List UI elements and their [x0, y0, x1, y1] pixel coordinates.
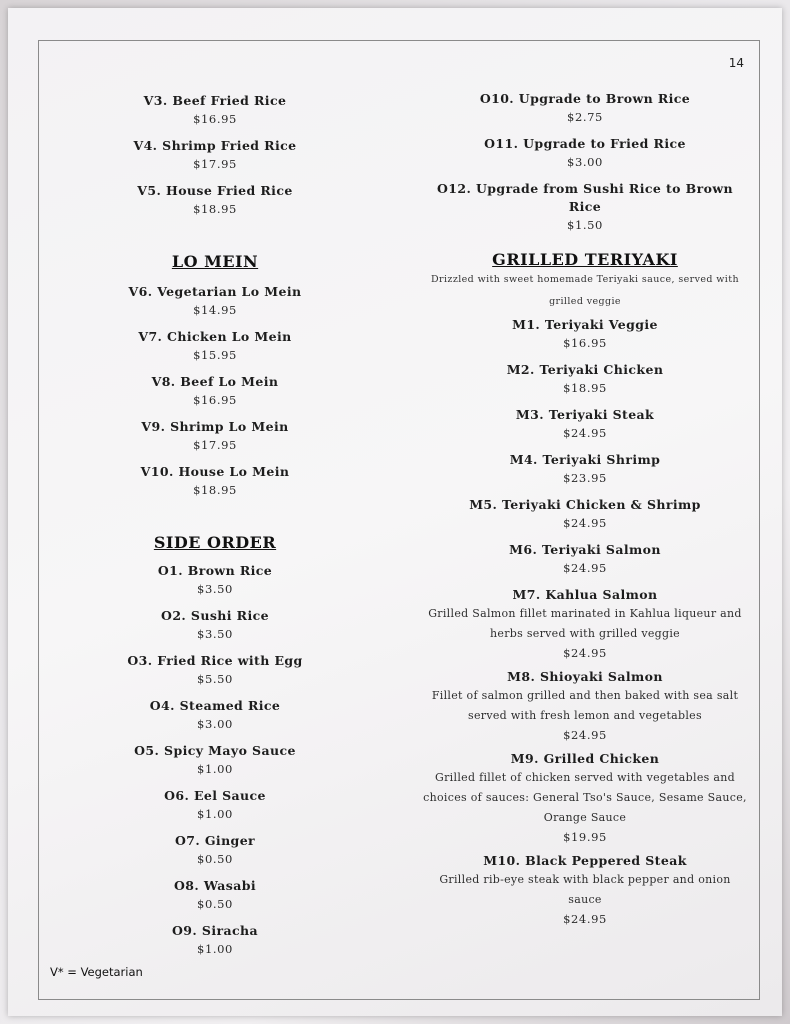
item-name: O7. Ginger — [174, 833, 256, 848]
item-price: $1.00 — [197, 762, 233, 776]
item-name: M4. Teriyaki Shrimp — [509, 452, 661, 467]
item-name: V7. Chicken Lo Mein — [138, 329, 292, 344]
item-price: $3.00 — [197, 717, 233, 731]
side-order-section — [110, 533, 320, 958]
item-price: $16.95 — [193, 112, 237, 126]
item-name: O8. Wasabi — [174, 878, 256, 893]
section-heading: GRILLED TERIYAKI — [492, 250, 678, 269]
left-column — [110, 92, 320, 218]
menu-item — [420, 316, 750, 352]
menu-item — [420, 406, 750, 442]
item-description: Grilled rib-eye steak with black pepper and onion — [439, 873, 731, 886]
item-name: M5. Teriyaki Chicken & Shrimp — [469, 497, 701, 512]
menu-item — [110, 328, 320, 364]
item-price: $16.95 — [193, 393, 237, 407]
menu-item — [420, 180, 750, 234]
menu-item — [420, 541, 750, 577]
item-description: Grilled fillet of chicken served with vegetables and — [435, 771, 735, 784]
menu-item — [110, 787, 320, 823]
item-price: $16.95 — [563, 336, 607, 350]
item-name: M7. Kahlua Salmon — [512, 587, 658, 602]
grilled-teriyaki-section — [420, 250, 750, 928]
menu-item — [420, 90, 750, 126]
item-name: M8. Shioyaki Salmon — [507, 669, 663, 684]
item-price: $3.50 — [197, 627, 233, 641]
item-name: V4. Shrimp Fried Rice — [133, 138, 297, 153]
item-name: M2. Teriyaki Chicken — [506, 362, 664, 377]
item-name: O3. Fried Rice with Egg — [127, 653, 303, 668]
item-price: $14.95 — [193, 303, 237, 317]
menu-item — [110, 877, 320, 913]
menu-item — [110, 373, 320, 409]
item-name: O6. Eel Sauce — [164, 788, 266, 803]
item-name: O2. Sushi Rice — [161, 608, 269, 623]
item-price: $18.95 — [193, 202, 237, 216]
item-name: M9. Grilled Chicken — [510, 751, 660, 766]
item-price: $0.50 — [197, 897, 233, 911]
item-name: O12. Upgrade from Sushi Rice to Brown Rice — [437, 181, 733, 214]
menu-item — [110, 922, 320, 958]
item-name: M3. Teriyaki Steak — [515, 407, 655, 422]
menu-item-shioyaki-salmon — [420, 668, 750, 744]
item-price: $17.95 — [193, 157, 237, 171]
item-price: $15.95 — [193, 348, 237, 362]
item-description: sauce — [568, 893, 602, 906]
item-description: choices of sauces: General Tso's Sauce, Sesame Sauce, — [423, 791, 747, 804]
item-price: $24.95 — [563, 426, 607, 440]
section-heading: SIDE ORDER — [153, 533, 277, 552]
menu-item — [110, 182, 320, 218]
item-price: $3.50 — [197, 582, 233, 596]
menu-item-kahlua-salmon — [420, 586, 750, 662]
item-name: O9. Siracha — [172, 923, 258, 938]
menu-item — [110, 562, 320, 598]
right-column — [420, 90, 750, 234]
item-name: O11. Upgrade to Fried Rice — [484, 136, 686, 151]
item-description: Grilled Salmon fillet marinated in Kahlua liqueur and — [428, 607, 742, 620]
item-price: $24.95 — [563, 646, 607, 660]
item-name: V10. House Lo Mein — [140, 464, 290, 479]
item-name: V6. Vegetarian Lo Mein — [128, 284, 302, 299]
lo-mein-section — [110, 252, 320, 499]
section-note: grilled veggie — [549, 296, 621, 307]
item-name: V3. Beef Fried Rice — [143, 93, 287, 108]
item-price: $24.95 — [563, 728, 607, 742]
item-price: $1.00 — [197, 807, 233, 821]
menu-item — [110, 742, 320, 778]
menu-item — [110, 137, 320, 173]
item-name: O10. Upgrade to Brown Rice — [479, 91, 691, 106]
item-name: O5. Spicy Mayo Sauce — [134, 743, 296, 758]
menu-item — [110, 92, 320, 128]
item-name: O4. Steamed Rice — [149, 698, 281, 713]
section-heading: LO MEIN — [171, 252, 259, 271]
item-price: $24.95 — [563, 516, 607, 530]
item-name: M10. Black Peppered Steak — [483, 853, 687, 868]
item-price: $1.00 — [197, 942, 233, 956]
item-name: V9. Shrimp Lo Mein — [141, 419, 289, 434]
item-price: $0.50 — [197, 852, 233, 866]
item-price: $3.00 — [567, 155, 603, 169]
item-name: O1. Brown Rice — [157, 563, 273, 578]
menu-item — [110, 463, 320, 499]
item-price: $24.95 — [563, 561, 607, 575]
item-price: $1.50 — [567, 218, 603, 232]
item-name: V8. Beef Lo Mein — [151, 374, 279, 389]
item-description: Fillet of salmon grilled and then baked with sea salt — [431, 689, 739, 702]
item-price: $18.95 — [563, 381, 607, 395]
item-price: $24.95 — [563, 912, 607, 926]
item-price: $19.95 — [563, 830, 607, 844]
item-description: served with fresh lemon and vegetables — [468, 709, 702, 722]
menu-item — [420, 135, 750, 171]
menu-item — [420, 496, 750, 532]
section-note: Drizzled with sweet homemade Teriyaki sauce, served with — [431, 274, 739, 285]
menu-item — [110, 652, 320, 688]
item-description: herbs served with grilled veggie — [490, 627, 680, 640]
menu-item — [420, 451, 750, 487]
menu-item — [110, 832, 320, 868]
menu-item — [110, 607, 320, 643]
item-name: M1. Teriyaki Veggie — [512, 317, 658, 332]
item-name: M6. Teriyaki Salmon — [509, 542, 661, 557]
item-price: $17.95 — [193, 438, 237, 452]
item-price: $5.50 — [197, 672, 233, 686]
menu-item — [110, 697, 320, 733]
item-description: Orange Sauce — [543, 811, 627, 824]
item-name: V5. House Fried Rice — [137, 183, 293, 198]
page-number: 14 — [728, 56, 744, 70]
item-price: $23.95 — [563, 471, 607, 485]
item-price: $18.95 — [193, 483, 237, 497]
menu-item-black-peppered-steak — [420, 852, 750, 928]
vegetarian-footnote: V* = Vegetarian — [50, 965, 143, 979]
item-price: $2.75 — [567, 110, 603, 124]
menu-item — [420, 361, 750, 397]
menu-item — [110, 283, 320, 319]
menu-item-grilled-chicken — [420, 750, 750, 846]
menu-item — [110, 418, 320, 454]
